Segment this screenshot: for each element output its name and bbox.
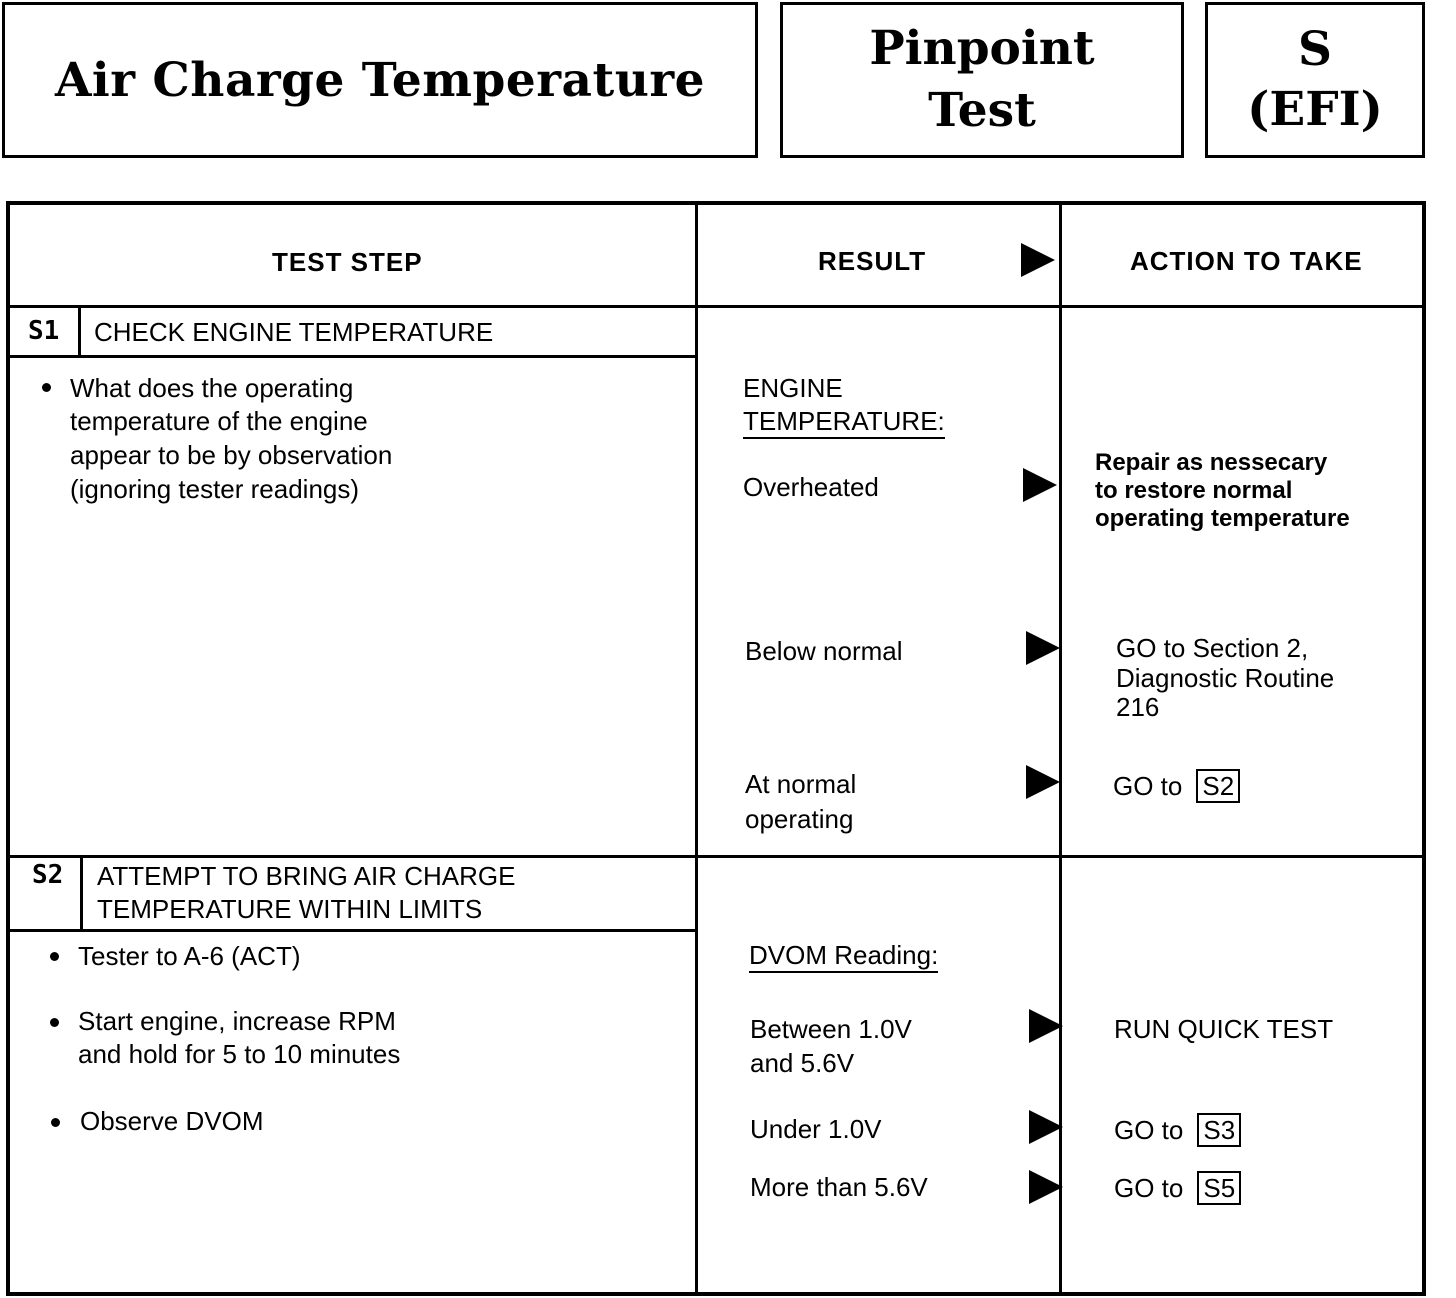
header-result: RESULT: [818, 246, 927, 276]
s2-result-1-label-2: and 5.6V: [750, 1048, 855, 1078]
bullet-icon: [51, 1118, 60, 1127]
s1-step-line-4: (ignoring tester readings): [70, 474, 360, 504]
code-box: [1205, 2, 1425, 158]
column-divider-1: [695, 201, 698, 1296]
page-title: Air Charge Temperature: [54, 52, 706, 108]
bullet-icon: [42, 383, 51, 392]
s1-result-2-action-2: Diagnostic Routine: [1116, 663, 1335, 693]
arrow-icon: [1029, 1009, 1063, 1043]
section-divider: [6, 855, 1426, 858]
arrow-icon: [1029, 1170, 1063, 1204]
arrow-icon: [1026, 765, 1060, 799]
s1-result-2-label: Below normal: [745, 636, 903, 666]
s2-bullet-2-line-1: Start engine, increase RPM: [78, 1006, 396, 1036]
s2-result-heading: DVOM Reading:: [749, 939, 938, 972]
s1-step-line-2: temperature of the engine: [70, 406, 368, 436]
arrow-icon: [1026, 631, 1060, 665]
test-type-line-1: Pinpoint: [869, 21, 1095, 76]
step-ref-s2: S2: [1196, 769, 1240, 803]
table-right-border: [1422, 201, 1426, 1296]
s1-title-divider: [6, 355, 698, 358]
header-action: ACTION TO TAKE: [1130, 246, 1363, 276]
header-test-step: TEST STEP: [272, 247, 423, 277]
s2-result-1-label-1: Between 1.0V: [750, 1014, 912, 1044]
s1-result-1-action-2: to restore normal: [1095, 477, 1293, 504]
table-left-border: [6, 201, 10, 1296]
table-bottom-border: [8, 1292, 1426, 1296]
s1-result-1-label: Overheated: [743, 472, 879, 502]
s1-step-title: CHECK ENGINE TEMPERATURE: [94, 317, 494, 347]
header-row-divider: [6, 305, 1426, 308]
step-ref-s5: S5: [1197, 1171, 1241, 1205]
s2-result-2-label: Under 1.0V: [750, 1114, 882, 1144]
s2-result-1-action: RUN QUICK TEST: [1114, 1014, 1334, 1044]
s1-result-1-action-1: Repair as nessecary: [1095, 449, 1328, 476]
result-arrow-icon: [1021, 243, 1055, 277]
test-type-line-2: Test: [928, 83, 1036, 138]
s1-step-line-3: appear to be by observation: [70, 440, 393, 470]
bullet-icon: [50, 952, 59, 961]
s2-result-3-action: GO to S5: [1114, 1171, 1241, 1205]
title-box: [2, 2, 758, 158]
s2-bullet-2-line-2: and hold for 5 to 10 minutes: [78, 1039, 401, 1069]
code-line-1: S: [1298, 22, 1332, 77]
s2-bullet-3: Observe DVOM: [80, 1106, 264, 1136]
s1-result-1-action-3: operating temperature: [1095, 505, 1350, 532]
bullet-icon: [50, 1018, 59, 1027]
s2-result-2-action: GO to S3: [1114, 1113, 1241, 1147]
s2-step-title-2: TEMPERATURE WITHIN LIMITS: [97, 894, 483, 924]
s1-result-3-action: GO to S2: [1113, 769, 1240, 803]
s1-result-heading-1: ENGINE: [743, 373, 843, 403]
s1-result-2-action-3: 216: [1116, 692, 1160, 722]
s2-result-3-label: More than 5.6V: [750, 1172, 928, 1202]
s1-step-number: S1: [28, 316, 60, 346]
s1-result-3-label-2: operating: [745, 804, 854, 834]
test-type-box: [780, 2, 1184, 158]
s1-step-line-1: What does the operating: [70, 373, 354, 403]
table-top-border: [6, 201, 1426, 205]
arrow-icon: [1029, 1110, 1063, 1144]
s2-num-divider: [80, 855, 83, 931]
step-ref-s3: S3: [1197, 1113, 1241, 1147]
s1-num-divider: [78, 305, 81, 357]
s2-bullet-1: Tester to A-6 (ACT): [78, 941, 301, 971]
s1-result-2-action-1: GO to Section 2,: [1116, 633, 1309, 663]
s2-step-number: S2: [32, 860, 64, 890]
arrow-icon: [1023, 468, 1057, 502]
code-line-2: (EFI): [1247, 82, 1383, 137]
s2-title-divider: [6, 929, 698, 932]
s1-result-heading-2: TEMPERATURE:: [743, 405, 945, 438]
s2-step-title-1: ATTEMPT TO BRING AIR CHARGE: [97, 861, 516, 891]
s1-result-3-label-1: At normal: [745, 769, 857, 799]
